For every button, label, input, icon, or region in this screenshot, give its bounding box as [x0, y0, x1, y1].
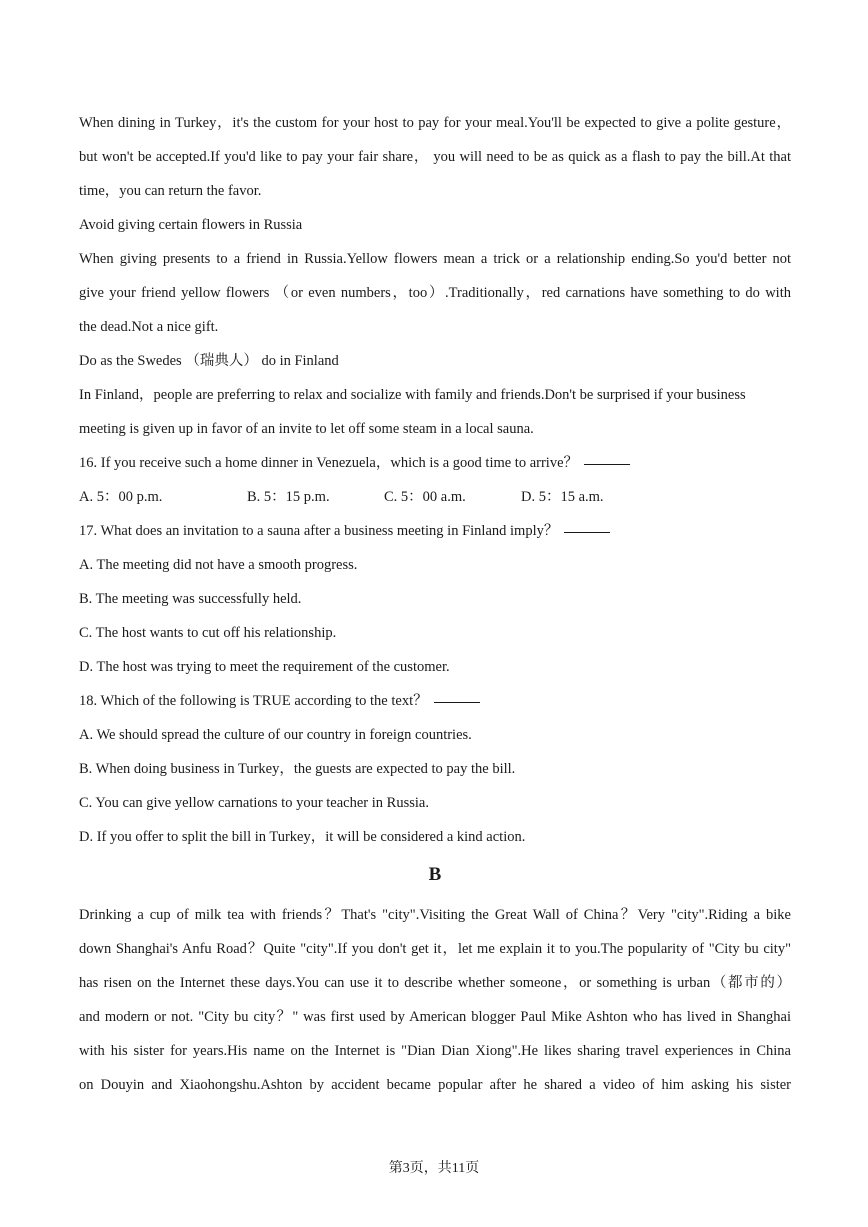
- question-16: [79, 446, 791, 480]
- passage-line: has risen on the Internet these days.You can use it to describe whether someone，or something is urban（都市的）: [79, 975, 791, 991]
- option-b: B. 5：15 p.m.: [247, 489, 330, 505]
- option-c: C. You can give yellow carnations to your teacher in Russia.: [79, 795, 429, 811]
- page-content: [79, 106, 791, 1102]
- option-c: C. The host wants to cut off his relationship.: [79, 625, 337, 641]
- question-stem: 16. If you receive such a home dinner in Venezuela，which is a good time to arrive？: [79, 455, 579, 471]
- section-title: B: [428, 864, 442, 885]
- subheading-finland: Do as the Swedes （瑞典人） do in Finland: [79, 353, 339, 369]
- option-d: D. The host was trying to meet the requirement of the customer.: [79, 659, 450, 675]
- option-b: B. When doing business in Turkey，the guests are expected to pay the bill.: [79, 761, 516, 777]
- answer-blank: [434, 701, 480, 703]
- passage-line: When giving presents to a friend in Russia.Yellow flowers mean a trick or a relationship ending.So you'd better not: [79, 251, 791, 267]
- answer-blank: [564, 531, 610, 533]
- subheading-russia: Avoid giving certain flowers in Russia: [79, 217, 303, 233]
- passage-line: the dead.Not a nice gift.: [79, 319, 219, 335]
- question-18: [79, 684, 791, 718]
- passage-line: Drinking a cup of milk tea with friends？That's "city".Visiting the Great Wall of China？Very "city".Riding a bike: [79, 907, 791, 923]
- option-a: A. We should spread the culture of our country in foreign countries.: [79, 727, 472, 743]
- question-stem: 17. What does an invitation to a sauna after a business meeting in Finland imply？: [79, 523, 559, 539]
- option-a: A. The meeting did not have a smooth progress.: [79, 557, 358, 573]
- question-17: [79, 514, 791, 548]
- passage-line: with his sister for years.His name on the Internet is "Dian Dian Xiong".He likes sharing travel experiences in China: [79, 1043, 791, 1059]
- passage-line: but won't be accepted.If you'd like to pay your fair share， you will need to be as quick as a flash to pay the bill.At that: [79, 149, 791, 165]
- option-c: C. 5：00 a.m.: [384, 489, 466, 505]
- passage-line: on Douyin and Xiaohongshu.Ashton by accident became popular after he shared a video of him asking his sister: [79, 1077, 791, 1093]
- passage-line: meeting is given up in favor of an invite to let off some steam in a local sauna.: [79, 421, 534, 437]
- passage-line: When dining in Turkey，it's the custom for your host to pay for your meal.You'll be expected to give a polite gesture，: [79, 115, 791, 131]
- option-d: D. 5：15 a.m.: [521, 489, 604, 505]
- passage-line: give your friend yellow flowers （or even numbers，too）.Traditionally，red carnations have something to do with: [79, 285, 791, 301]
- passage-line: In Finland，people are preferring to relax and socialize with family and friends.Don't be surprised if your business: [79, 387, 746, 403]
- question-16-options: [79, 480, 791, 514]
- option-a: A. 5：00 p.m.: [79, 489, 163, 505]
- page-number: 第3页，共11页: [388, 1161, 480, 1176]
- option-d: D. If you offer to split the bill in Turkey，it will be considered a kind action.: [79, 829, 526, 845]
- option-b: B. The meeting was successfully held.: [79, 591, 302, 607]
- answer-blank: [584, 463, 630, 465]
- passage-line: down Shanghai's Anfu Road？Quite "city".If you don't get it，let me explain it to you.The popularity of "City bu city": [79, 941, 791, 957]
- question-stem: 18. Which of the following is TRUE according to the text？: [79, 693, 428, 709]
- passage-line: time，you can return the favor.: [79, 183, 262, 199]
- passage-line: and modern or not. "City bu city？" was first used by American blogger Paul Mike Ashton who has lived in Shanghai: [79, 1009, 791, 1025]
